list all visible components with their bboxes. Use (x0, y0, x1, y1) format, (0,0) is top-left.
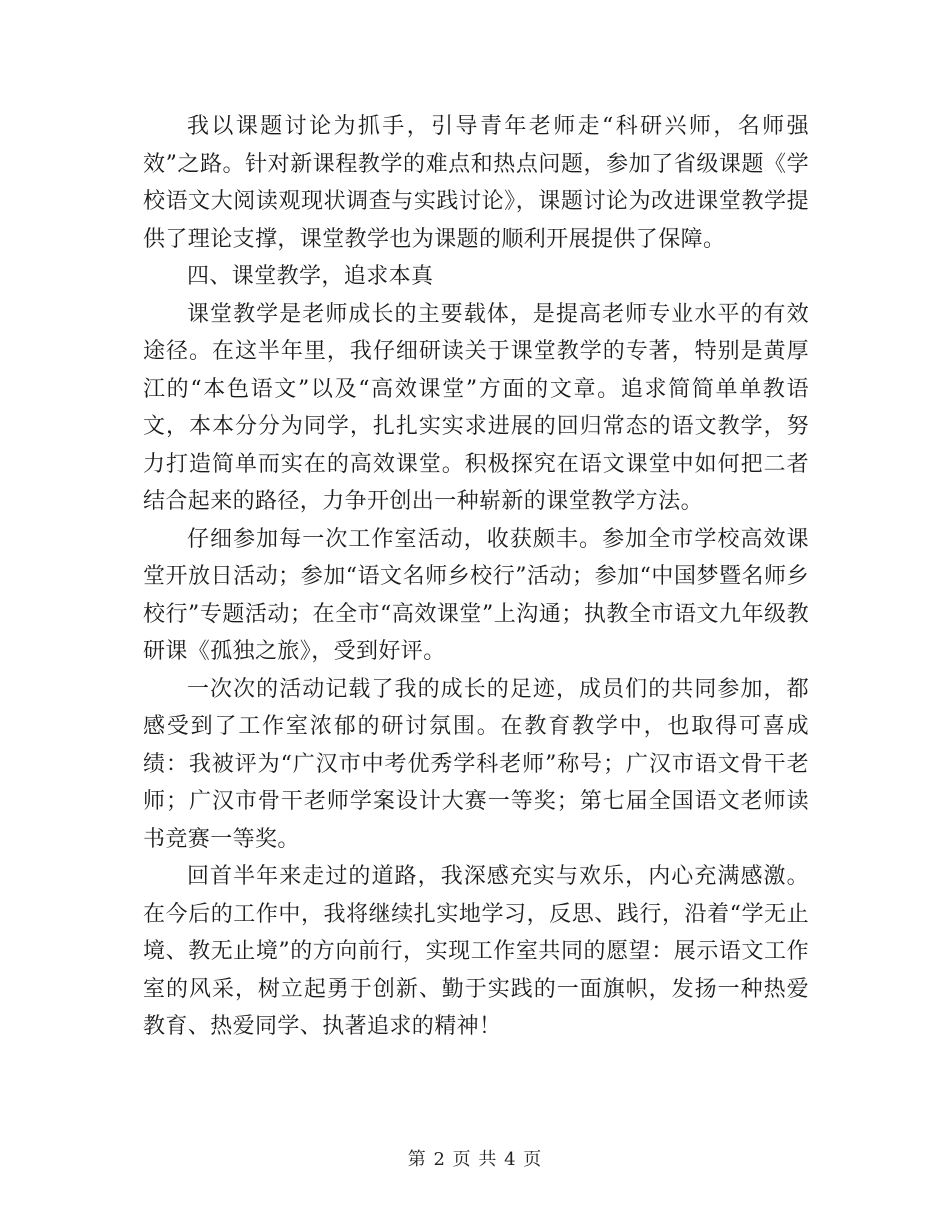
paragraph-studio-activities: 仔细参加每一次工作室活动，收获颇丰。参加全市学校高效课堂开放日活动；参加“语文名师乡校行”活动；参加“中国梦暨名师乡校行”专题活动；在全市“高效课堂”上沟通；执教全市语文九年级教研课《孤独之旅》，受到好评。 (143, 526, 809, 664)
section-heading-classroom-teaching: 四、课堂教学，追求本真 (187, 264, 434, 289)
paragraph-research-topic: 我以课题讨论为抓手，引导青年老师走“科研兴师，名师强效”之路。针对新课程教学的难点和热点问题，参加了省级课题《学校语文大阅读观现状调查与实践讨论》，课题讨论为改进课堂教学提供了理论支撑，课堂教学也为课题的顺利开展提供了保障。 (143, 114, 809, 252)
paragraph-conclusion: 回首半年来走过的道路，我深感充实与欢乐，内心充满感激。在今后的工作中，我将继续扎实地学习，反思、践行，沿着“学无止境、教无止境”的方向前行，实现工作室共同的愿望：展示语文工作室的风采，树立起勇于创新、勤于实践的一面旗帜，发扬一种热爱教育、热爱同学、执著追求的精神！ (143, 864, 809, 1039)
footer-total-pages: 4 (504, 1149, 517, 1170)
footer-suffix: 页 (523, 1149, 543, 1170)
footer-page-number: 2 (433, 1149, 446, 1170)
document-body (143, 108, 809, 1046)
page-footer (0, 1145, 950, 1171)
paragraph-achievements: 一次次的活动记载了我的成长的足迹，成员们的共同参加，都感受到了工作室浓郁的研讨氛围。在教育教学中，也取得可喜成绩：我被评为“广汉市中考优秀学科老师”称号；广汉市语文骨干老师；广汉市骨干老师学案设计大赛一等奖；第七届全国语文老师读书竞赛一等奖。 (143, 676, 809, 852)
paragraph-classroom-teaching: 课堂教学是老师成长的主要载体，是提高老师专业水平的有效途径。在这半年里，我仔细研读关于课堂教学的专著，特别是黄厚江的“本色语文”以及“高效课堂”方面的文章。追求简简单单教语文，本本分分为同学，扎扎实实求进展的回归常态的语文教学，努力打造简单而实在的高效课堂。积极探究在语文课堂中如何把二者结合起来的路径，力争开创出一种崭新的课堂教学方法。 (143, 301, 809, 514)
footer-prefix: 第 (407, 1149, 427, 1170)
footer-middle: 页 共 (452, 1149, 498, 1170)
